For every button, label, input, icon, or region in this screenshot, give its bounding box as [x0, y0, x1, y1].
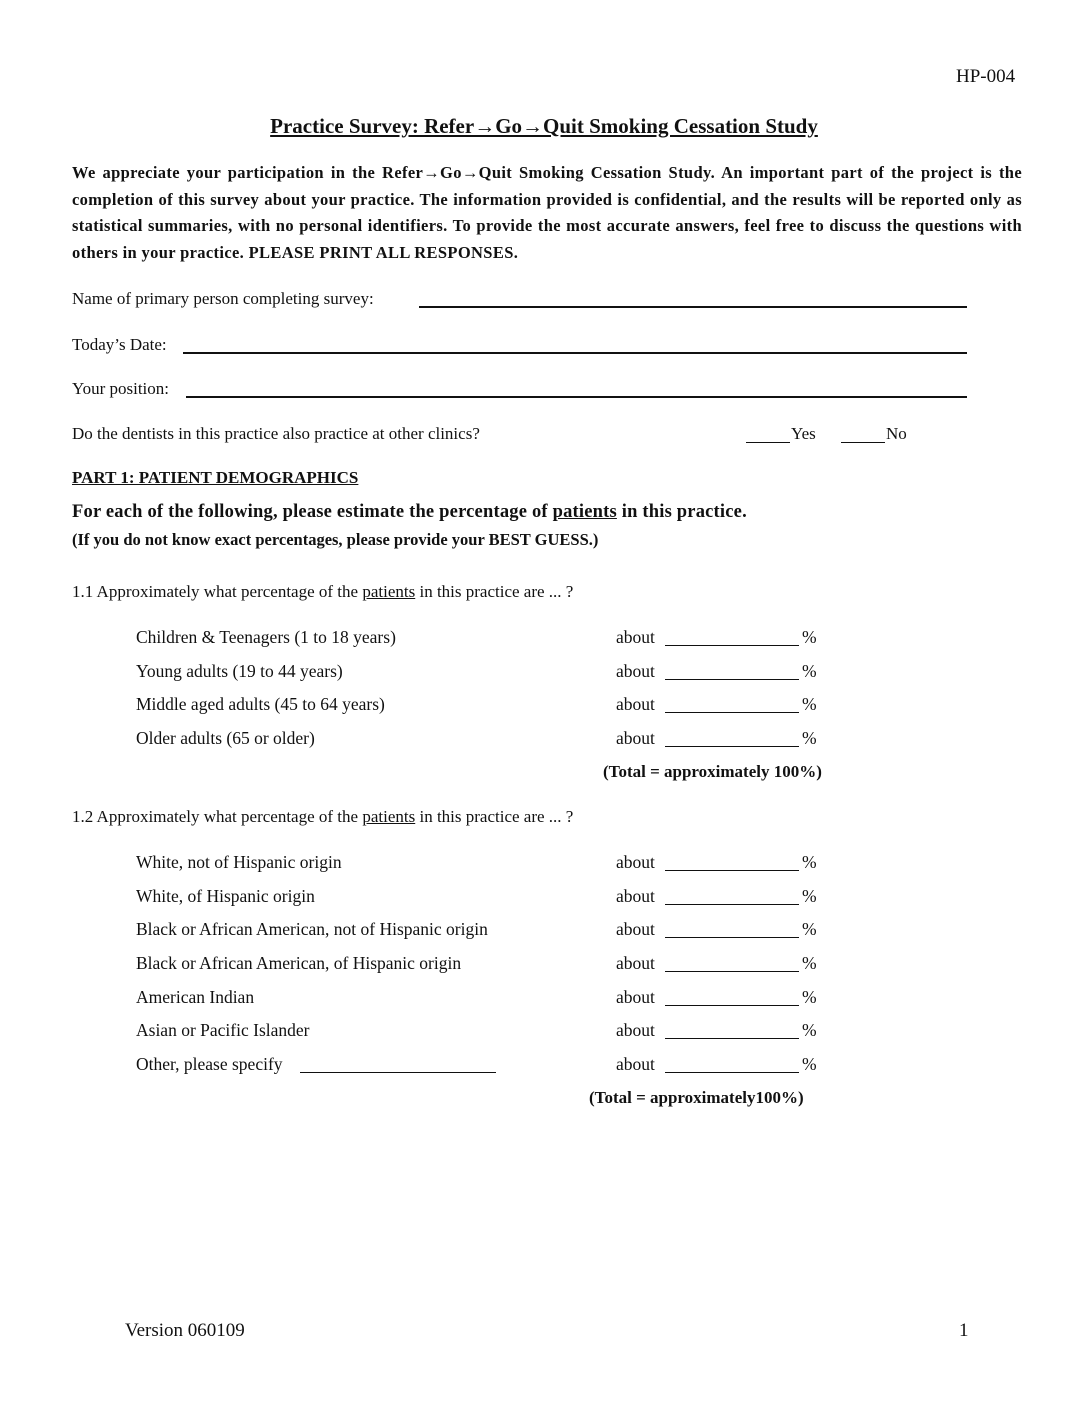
q11-item-label: Young adults (19 to 44 years): [136, 661, 343, 681]
q11-total-note: (Total = approximately 100%): [603, 762, 822, 781]
percent-sign: %: [802, 1020, 817, 1040]
about-label: about: [616, 1054, 655, 1074]
q12-item-label: White, of Hispanic origin: [136, 886, 315, 906]
question-1-2: 1.2 Approximately what percentage of the patients in this practice are ... ?: [72, 807, 574, 826]
percentage-blank[interactable]: [665, 937, 799, 938]
date-field-label: Today’s Date:: [72, 335, 167, 354]
percent-sign: %: [802, 953, 817, 973]
no-blank[interactable]: [841, 442, 885, 443]
name-field[interactable]: [419, 306, 967, 308]
percentage-blank[interactable]: [665, 1038, 799, 1039]
percent-sign: %: [802, 919, 817, 939]
yes-blank[interactable]: [746, 442, 790, 443]
percentage-blank[interactable]: [665, 870, 799, 871]
q12-item-label: Black or African American, not of Hispanic origin: [136, 919, 488, 939]
question-1-1: 1.1 Approximately what percentage of the patients in this practice are ... ?: [72, 582, 574, 601]
about-label: about: [616, 627, 655, 647]
date-field[interactable]: [183, 352, 967, 354]
percentage-blank[interactable]: [665, 904, 799, 905]
percent-sign: %: [802, 694, 817, 714]
q12-item-label: Asian or Pacific Islander: [136, 1020, 310, 1040]
other-clinics-question: Do the dentists in this practice also practice at other clinics?: [72, 424, 480, 443]
part1-instructions: For each of the following, please estimate the percentage of patients in this practice.: [72, 502, 747, 522]
about-label: about: [616, 919, 655, 939]
document-id: HP-004: [956, 66, 1016, 87]
about-label: about: [616, 953, 655, 973]
no-label: No: [886, 424, 907, 443]
footer-version: Version 060109: [125, 1320, 245, 1341]
percent-sign: %: [802, 661, 817, 681]
about-label: about: [616, 886, 655, 906]
page-number: 1: [959, 1320, 969, 1341]
q12-total-note: (Total = approximately100%): [589, 1088, 804, 1107]
percent-sign: %: [802, 728, 817, 748]
percentage-blank[interactable]: [665, 746, 799, 747]
percentage-blank[interactable]: [665, 679, 799, 680]
percentage-blank[interactable]: [665, 971, 799, 972]
q11-item-label: Middle aged adults (45 to 64 years): [136, 694, 385, 714]
name-field-label: Name of primary person completing survey:: [72, 289, 374, 308]
q12-item-label: American Indian: [136, 987, 255, 1007]
percent-sign: %: [802, 987, 817, 1007]
q12-item-label: White, not of Hispanic origin: [136, 852, 342, 872]
about-label: about: [616, 661, 655, 681]
percentage-blank[interactable]: [665, 645, 799, 646]
about-label: about: [616, 1020, 655, 1040]
q11-item-label: Older adults (65 or older): [136, 728, 315, 748]
percent-sign: %: [802, 627, 817, 647]
q12-item-label: Other, please specify: [136, 1054, 283, 1074]
percent-sign: %: [802, 852, 817, 872]
position-field[interactable]: [186, 396, 967, 398]
intro-paragraph: We appreciate your participation in the Refer→Go→Quit Smoking Cessation Study. An important part of the project is the completion of this survey about your practice. The information provided is confidential, and the results will be reported only as statistical summaries, with no personal identifiers. To provide the most accurate answers, feel free to discuss the questions with others in your practice. PLEASE PRINT ALL RESPONSES.: [72, 163, 1022, 262]
percentage-blank[interactable]: [665, 1072, 799, 1073]
about-label: about: [616, 987, 655, 1007]
percentage-blank[interactable]: [665, 712, 799, 713]
percent-sign: %: [802, 1054, 817, 1074]
about-label: about: [616, 852, 655, 872]
other-specify-field[interactable]: [300, 1072, 496, 1073]
q12-item-label: Black or African American, of Hispanic origin: [136, 953, 462, 973]
yes-label: Yes: [791, 424, 816, 443]
percentage-blank[interactable]: [665, 1005, 799, 1006]
q11-item-label: Children & Teenagers (1 to 18 years): [136, 627, 396, 647]
percent-sign: %: [802, 886, 817, 906]
about-label: about: [616, 694, 655, 714]
part1-heading: PART 1: PATIENT DEMOGRAPHICS: [72, 468, 359, 487]
survey-title: Practice Survey: Refer→Go→Quit Smoking Cessation Study: [270, 114, 818, 138]
part1-best-guess-note: (If you do not know exact percentages, please provide your BEST GUESS.): [72, 530, 599, 549]
about-label: about: [616, 728, 655, 748]
position-field-label: Your position:: [72, 379, 169, 398]
